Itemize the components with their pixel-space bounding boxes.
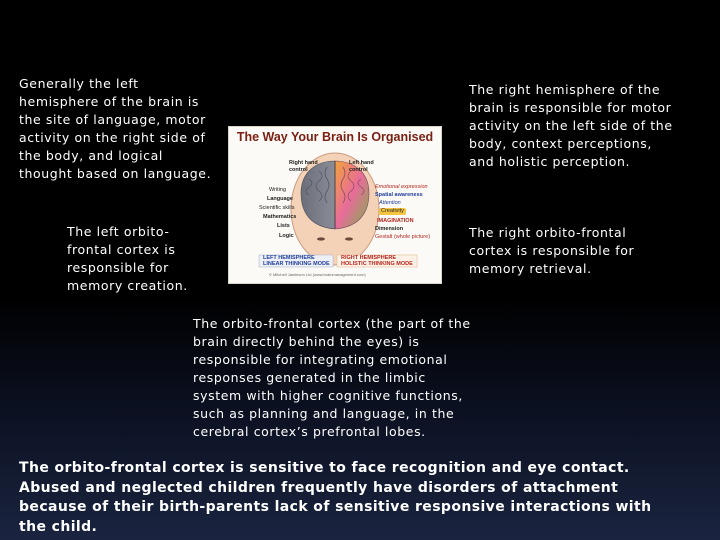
linear-thinking-label: LINEAR THINKING MODE: [263, 261, 330, 267]
left-label-lists: Lists: [277, 223, 290, 229]
right-eye: [345, 237, 353, 240]
left-hemisphere-text: Generally the left hemisphere of the brain is the site of language, motor activity on the right side of the body, and logical thought based on language.: [19, 76, 212, 181]
figure-credit: © Mitchell Jamieson Ltd (www.brainmanagement.com): [269, 272, 366, 277]
right-label-creativity: Creativity: [381, 208, 404, 214]
right-label-attention: Attention: [379, 200, 401, 206]
left-hand-control-label: Left hand control: [349, 160, 374, 173]
brain-organisation-figure: [228, 126, 442, 284]
right-hemisphere-label: RIGHT HEMISPHERE: [341, 255, 397, 261]
right-label-dimension: Dimension: [375, 226, 404, 232]
left-orbito-frontal-text: The left orbito-frontal cortex is responsible for memory creation.: [67, 224, 188, 293]
left-label-language: Language: [267, 196, 293, 202]
orbito-frontal-description: The orbito-frontal cortex (the part of the brain directly behind the eyes) is responsible for integrating emotional responses generated in the limbic system with higher cognitive functions, such as planning and language, in the cerebral cortex’s prefrontal lobes.: [193, 316, 471, 439]
right-label-spatial: Spatial awareness: [375, 192, 423, 198]
right-label-imagination: IMAGINATION: [377, 218, 414, 224]
holistic-thinking-label: HOLISTIC THINKING MODE: [341, 261, 413, 267]
left-eye: [317, 237, 325, 240]
left-label-logic: Logic: [279, 233, 294, 239]
right-hand-control-label: Right hand control: [289, 160, 318, 173]
left-hemisphere-label: LEFT HEMISPHERE: [263, 255, 315, 261]
left-label-scientific: Scientific skills: [259, 205, 295, 211]
bottom-summary-text: The orbito-frontal cortex is sensitive to face recognition and eye contact. Abused and neglected children frequently have disorders of attachment because of their birth-parents lack of sensitive responsive interactions with the child.: [19, 460, 652, 535]
left-label-writing: Writing: [269, 187, 287, 193]
figure-title: The Way Your Brain Is Organised: [236, 130, 434, 144]
right-label-emotional: Emotional expression: [375, 184, 428, 190]
left-label-mathematics: Mathematics: [263, 214, 297, 220]
right-label-gestalt: Gestalt (whole picture): [375, 234, 431, 240]
right-hemisphere-text: The right hemisphere of the brain is responsible for motor activity on the left side of the body, context perceptions, and holistic perception.: [469, 82, 673, 169]
right-orbito-frontal-text: The right orbito-frontal cortex is responsible for memory retrieval.: [469, 225, 635, 276]
